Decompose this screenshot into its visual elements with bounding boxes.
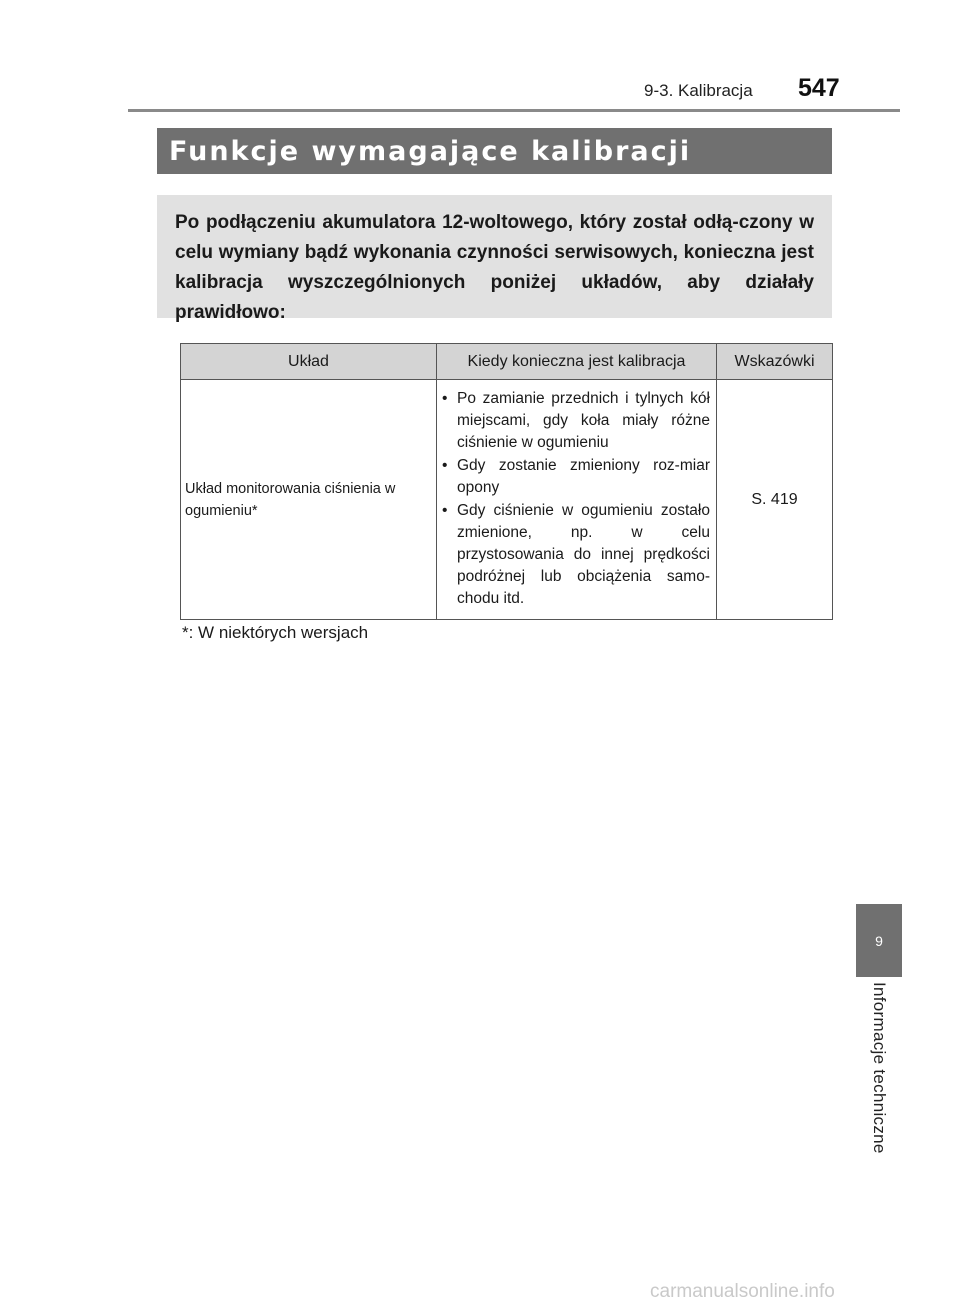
table-header-row <box>181 344 833 380</box>
title-bar <box>157 128 832 174</box>
page-title: Funkcje wymagające kalibracji <box>169 135 692 167</box>
list-item-text: Gdy ciśnienie w ogumieniu zostało zmienione, np. w celu przystosowania do innej prędkości podróżnej lub obciążenia samo-chodu itd. <box>457 502 710 607</box>
cell-hint: S. 419 <box>717 380 833 620</box>
list-item-text: Po zamianie przednich i tylnych kół miejscami, gdy koła miały różne ciśnienie w ogumieniu <box>457 390 710 451</box>
list-item <box>441 388 710 454</box>
list-item <box>441 455 710 499</box>
cell-system: Układ monitorowania ciśnienia w ogumieniu* <box>181 380 437 620</box>
bullet-icon: • <box>442 390 448 407</box>
watermark: carmanualsonline.info <box>650 1281 835 1302</box>
intro-text: Po podłączeniu akumulatora 12-woltowego, który został odłą-czony w celu wymiany bądź wykonania czynności serwisowych, konieczna jest kalibracja wyszczególnionych poniżej układów, aby działały prawidłowo: <box>175 212 814 323</box>
page-number: 547 <box>798 74 840 102</box>
chapter-tab-label: Informacje techniczne <box>870 982 889 1154</box>
list-item-text: Gdy zostanie zmieniony roz-miar opony <box>457 457 710 496</box>
intro-box <box>157 195 832 323</box>
header-divider <box>128 109 900 112</box>
chapter-tab-number: 9 <box>856 904 902 977</box>
calibration-table <box>180 343 833 620</box>
cell-when <box>437 380 717 620</box>
bullet-icon: • <box>442 502 448 519</box>
column-header-system: Układ <box>181 344 437 380</box>
column-header-when: Kiedy konieczna jest kalibracja <box>437 344 717 380</box>
footnote: *: W niektórych wersjach <box>182 623 369 642</box>
bullet-icon: • <box>442 457 448 474</box>
header-section-title: 9-3. Kalibracja <box>644 81 753 100</box>
table-row <box>181 380 833 620</box>
chapter-tab <box>856 982 902 1177</box>
when-list <box>441 388 710 610</box>
list-item <box>441 500 710 610</box>
column-header-hints: Wskazówki <box>717 344 833 380</box>
